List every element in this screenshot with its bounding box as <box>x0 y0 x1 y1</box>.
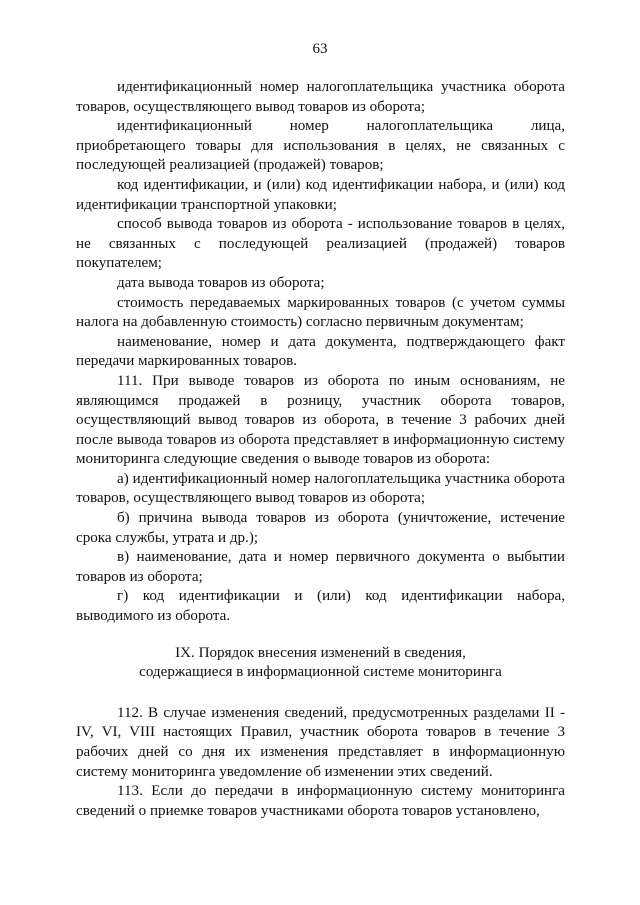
paragraph-111: 111. При выводе товаров из оборота по иным основаниям, не являющимся продажей в розницу, участник оборота товаров, осуществляющий вывод товаров из оборота, в течение 3 рабочих дней после вывода товаров из оборота представляет в информационную систему мониторинга следующие сведения о выводе товаров из оборота: <box>76 372 565 468</box>
page-number: 63 <box>312 41 328 57</box>
section-heading <box>76 644 565 683</box>
paragraph-seller-inn: идентификационный номер налогоплательщика участника оборота товаров, осуществляющего вывод товаров из оборота; <box>76 79 565 115</box>
list-item-v: в) наименование, дата и номер первичного документа о выбытии товаров из оборота; <box>76 549 565 585</box>
paragraph-withdrawal-date: дата вывода товаров из оборота; <box>117 274 325 291</box>
list-item-b: б) причина вывода товаров из оборота (уничтожение, истечение срока службы, утрата и др.); <box>76 510 565 546</box>
section-heading-line2: содержащиеся в информационной системе мониторинга <box>139 664 502 681</box>
paragraph-112: 112. В случае изменения сведений, предусмотренных разделами II - IV, VI, VIII настоящих Правил, участник оборота товаров в течение 3 рабочих дней со дня их изменения представляет в информационную систему мониторинга уведомление об изменении этих сведений. <box>76 704 565 780</box>
list-item-g: г) код идентификации и (или) код идентификации набора, выводимого из оборота. <box>76 588 565 625</box>
paragraph-identification-code: код идентификации, и (или) код идентификации набора, и (или) код идентификации транспортной упаковки; <box>76 176 565 213</box>
paragraph-withdrawal-method: способ вывода товаров из оборота - использование товаров в целях, не связанных с последующей реализацией (продажей) товаров покупателем; <box>76 216 565 272</box>
list-item-a: а) идентификационный номер налогоплательщика участника оборота товаров, осуществляющего вывод товаров из оборота; <box>76 470 565 507</box>
section-heading-line1: IX. Порядок внесения изменений в сведения, <box>175 644 466 661</box>
paragraph-113: 113. Если до передачи в информационную систему мониторинга сведений о приемке товаров участниками оборота товаров установлено, <box>76 783 565 819</box>
document-body <box>76 78 565 821</box>
paragraph-buyer-inn: идентификационный номер налогоплательщика лица, приобретающего товары для использования в целях, не связанных с последующей реализацией (продажей) товаров; <box>76 118 565 174</box>
paragraph-transfer-document: наименование, номер и дата документа, подтверждающего факт передачи маркированных товаров. <box>76 333 565 370</box>
paragraph-goods-cost: стоимость передаваемых маркированных товаров (с учетом суммы налога на добавленную стоимость) согласно первичным документам; <box>76 294 565 331</box>
